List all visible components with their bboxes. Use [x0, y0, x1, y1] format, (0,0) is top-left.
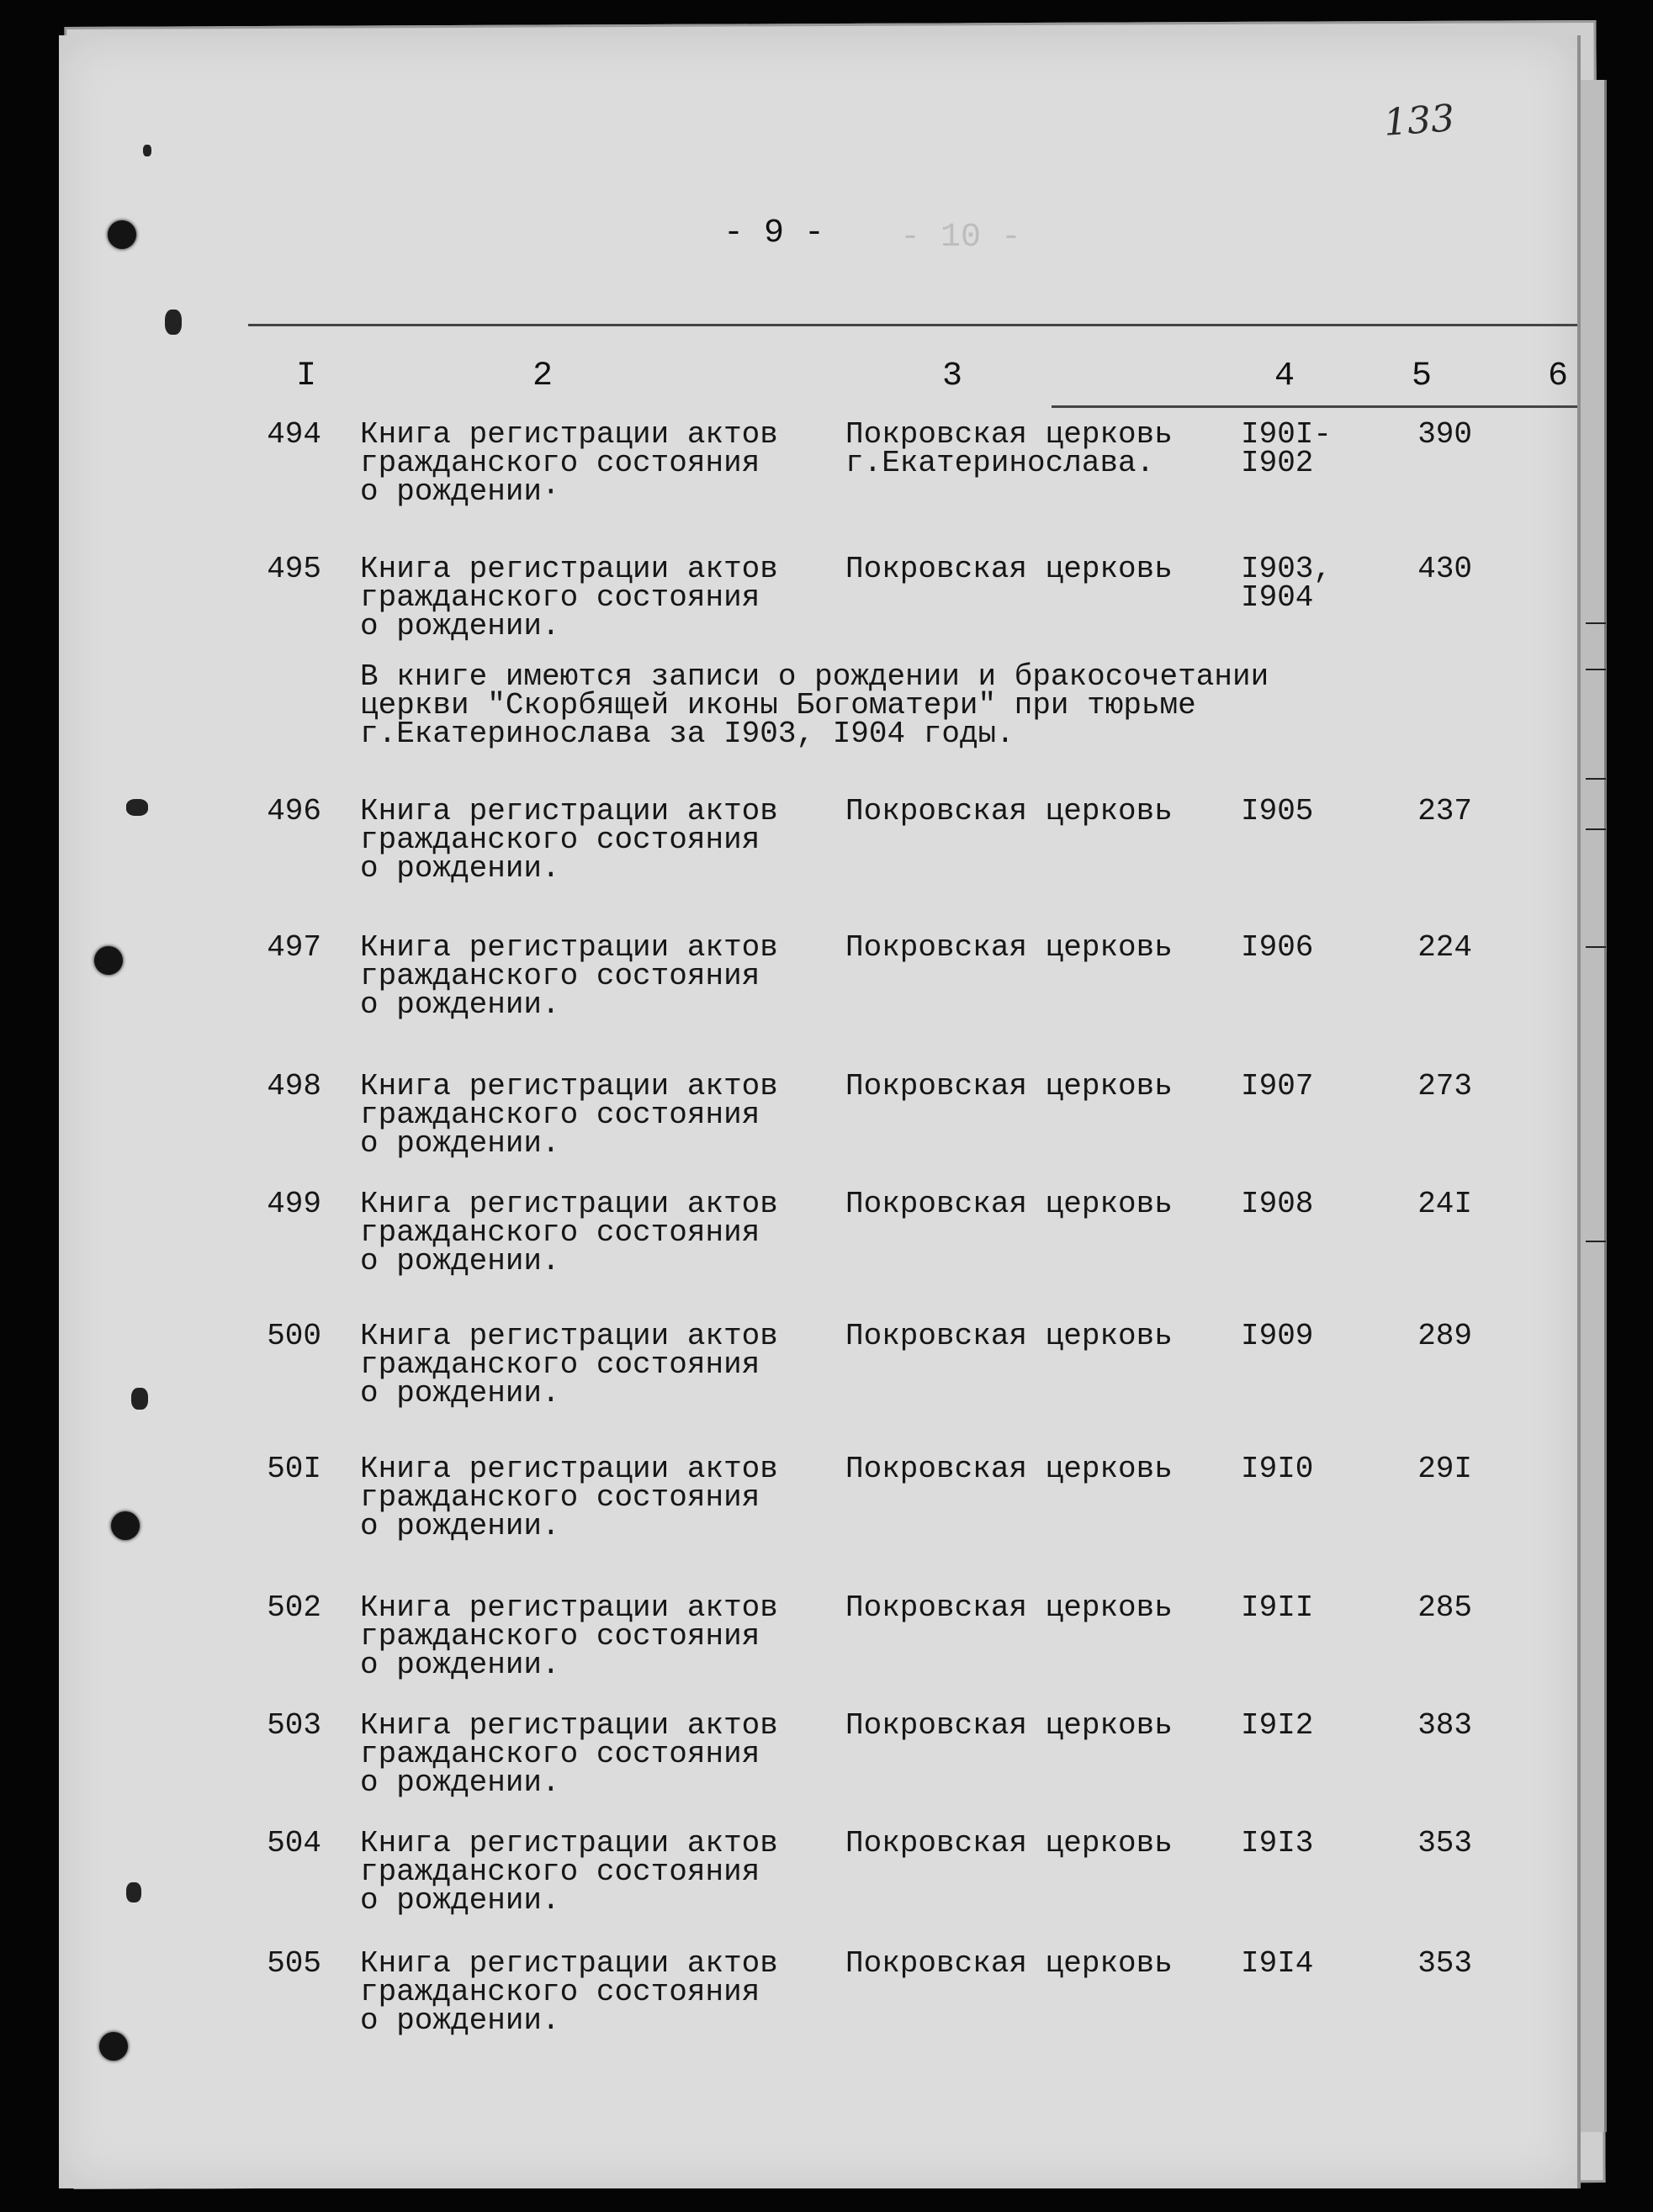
entry-years-line: I9I4	[1241, 1946, 1314, 1981]
entry-number	[252, 1069, 321, 1103]
folio-number: 133	[1382, 97, 1456, 145]
entry-number-line: 494	[267, 417, 321, 452]
entry-church-line: Покровская церковь	[845, 1452, 1173, 1486]
entry-years-line: I904	[1241, 580, 1314, 615]
entry-title-line: о рождении.	[360, 1509, 560, 1543]
entry-number	[252, 794, 321, 828]
entry-title-line: Книга регистрации актов	[360, 1069, 778, 1103]
entry-church-line: Покровская церковь	[845, 1319, 1173, 1353]
entry-count-line: 383	[1417, 1708, 1472, 1743]
entry-church-line: Покровская церковь	[845, 1826, 1173, 1860]
entry-years	[1241, 1946, 1333, 1981]
entry-title-line: гражданского состояния	[360, 1855, 760, 1889]
entry-title-line: гражданского состояния	[360, 1098, 760, 1132]
entry-church-line: Покровская церковь	[845, 1069, 1173, 1103]
entry-church	[845, 1708, 1173, 1743]
entry-number	[252, 1319, 321, 1353]
entry-church	[845, 552, 1173, 586]
ink-blot	[126, 1882, 141, 1902]
entry-years	[1241, 794, 1333, 828]
entry-title-line: о рождении·	[360, 474, 560, 509]
entry-count-line: 237	[1417, 794, 1472, 828]
stacked-page-edges	[1577, 80, 1607, 2132]
entry-church-line: Покровская церковь	[845, 794, 1173, 828]
binding-hole	[99, 2032, 128, 2061]
entry-title	[360, 1590, 778, 1682]
column-header-3: 3	[942, 357, 963, 395]
entry-years-line: I9I0	[1241, 1452, 1314, 1486]
entry-count	[1371, 930, 1472, 965]
table-header-rule	[1052, 405, 1577, 408]
entry-church-line: Покровская церковь	[845, 1187, 1173, 1221]
entry-church-line: Покровская церковь	[845, 1590, 1173, 1625]
entry-church-line: Покровская церковь	[845, 930, 1173, 965]
entry-title-line: гражданского состояния	[360, 959, 760, 993]
page-number: - 9 -	[723, 214, 825, 252]
entry-years-line: I9I3	[1241, 1826, 1314, 1860]
entry-count-line: 224	[1417, 930, 1472, 965]
entry-number-line: 495	[267, 552, 321, 586]
entry-years-line: I907	[1241, 1069, 1314, 1103]
entry-years-line: I9II	[1241, 1590, 1314, 1625]
entry-church-line: Покровская церковь	[845, 417, 1173, 452]
entry-title-line: гражданского состояния	[360, 1619, 760, 1654]
entry-495-note	[360, 659, 1269, 751]
entry-count-line: 273	[1417, 1069, 1472, 1103]
entry-title-line: о рождении.	[360, 609, 560, 643]
entry-count	[1371, 1708, 1472, 1743]
entry-number	[252, 1946, 321, 1981]
entry-years-line: I905	[1241, 794, 1314, 828]
entry-title-line: о рождении.	[360, 987, 560, 1022]
entry-title-line: Книга регистрации актов	[360, 1319, 778, 1353]
entry-title-line: Книга регистрации актов	[360, 417, 778, 452]
entry-title-line: о рождении.	[360, 1244, 560, 1278]
entry-count	[1371, 1590, 1472, 1625]
entry-years	[1241, 1319, 1333, 1353]
entry-number-line: 505	[267, 1946, 321, 1981]
entry-number-line: 50I	[267, 1452, 321, 1486]
entry-title-line: гражданского состояния	[360, 1347, 760, 1382]
entry-church-line: Покровская церковь	[845, 1946, 1173, 1981]
entry-title-line: Книга регистрации актов	[360, 1452, 778, 1486]
entry-number	[252, 1826, 321, 1860]
entry-title-line: Книга регистрации актов	[360, 1826, 778, 1860]
entry-number	[252, 930, 321, 965]
entry-title-line: о рождении.	[360, 1883, 560, 1918]
entry-title	[360, 552, 778, 643]
entry-years	[1241, 417, 1333, 480]
entry-count	[1371, 1826, 1472, 1860]
entry-church	[845, 1187, 1173, 1221]
entry-title-line: Книга регистрации актов	[360, 552, 778, 586]
entry-title-line: гражданского состояния	[360, 580, 760, 615]
entry-count-line: 353	[1417, 1826, 1472, 1860]
entry-count	[1371, 1069, 1472, 1103]
entry-title-line: Книга регистрации актов	[360, 930, 778, 965]
entry-title-line: о рождении.	[360, 1765, 560, 1800]
entry-years-line: I902	[1241, 446, 1314, 480]
entry-number	[252, 1708, 321, 1743]
entry-number-line: 503	[267, 1708, 321, 1743]
entry-title	[360, 1946, 778, 2038]
entry-title-line: о рождении.	[360, 2003, 560, 2038]
entry-church	[845, 417, 1173, 480]
binding-hole	[108, 220, 136, 249]
note-line: В книге имеются записи о рождении и бракосочетании	[360, 659, 1269, 694]
entry-church-line: г.Екатеринослава.	[845, 446, 1155, 480]
entry-title-line: гражданского состояния	[360, 1975, 760, 2009]
ink-blot	[131, 1388, 148, 1410]
entry-church	[845, 930, 1173, 965]
column-header-4: 4	[1274, 357, 1295, 395]
entry-years	[1241, 1187, 1333, 1221]
entry-church	[845, 794, 1173, 828]
binding-hole	[111, 1511, 140, 1540]
entry-church	[845, 1826, 1173, 1860]
entry-number-line: 498	[267, 1069, 321, 1103]
entry-title-line: гражданского состояния	[360, 1215, 760, 1250]
entry-church	[845, 1946, 1173, 1981]
column-header-2: 2	[532, 357, 554, 395]
entry-title-line: о рождении.	[360, 1648, 560, 1682]
entry-years	[1241, 1069, 1333, 1103]
column-header-1: I	[296, 357, 317, 395]
entry-number-line: 504	[267, 1826, 321, 1860]
entry-years	[1241, 1708, 1333, 1743]
entry-title-line: о рождении.	[360, 1376, 560, 1410]
entry-number-line: 500	[267, 1319, 321, 1353]
entry-church-line: Покровская церковь	[845, 1708, 1173, 1743]
entry-title-line: о рождении.	[360, 851, 560, 886]
entry-years-line: I9I2	[1241, 1708, 1314, 1743]
entry-church	[845, 1452, 1173, 1486]
entry-title	[360, 1319, 778, 1410]
entry-count-line: 24I	[1417, 1187, 1472, 1221]
entry-years-line: I90I-	[1241, 417, 1332, 452]
entry-count-line: 430	[1417, 552, 1472, 586]
bleed-through-page-number: - 10 -	[900, 219, 1022, 257]
entry-count	[1371, 794, 1472, 828]
entry-number-line: 496	[267, 794, 321, 828]
entry-number-line: 497	[267, 930, 321, 965]
entry-title	[360, 1187, 778, 1278]
entry-count	[1371, 1187, 1472, 1221]
entry-title-line: Книга регистрации актов	[360, 1946, 778, 1981]
entry-title	[360, 1826, 778, 1918]
entry-title-line: гражданского состояния	[360, 1480, 760, 1515]
entry-title-line: о рождении.	[360, 1126, 560, 1161]
entry-title	[360, 794, 778, 886]
entry-number-line: 502	[267, 1590, 321, 1625]
entry-title-line: гражданского состояния	[360, 446, 760, 480]
ink-blot	[126, 799, 148, 816]
entry-count-line: 390	[1417, 417, 1472, 452]
entry-title-line: Книга регистрации актов	[360, 1187, 778, 1221]
entry-years	[1241, 930, 1333, 965]
entry-count-line: 353	[1417, 1946, 1472, 1981]
ink-blot	[165, 310, 182, 335]
entry-count	[1371, 1946, 1472, 1981]
entry-title-line: гражданского состояния	[360, 1737, 760, 1771]
ink-blot	[143, 145, 151, 156]
entry-count-line: 29I	[1417, 1452, 1472, 1486]
entry-number	[252, 1590, 321, 1625]
entry-count	[1371, 1452, 1472, 1486]
entry-title	[360, 1708, 778, 1800]
entry-years-line: I903,	[1241, 552, 1332, 586]
entry-years-line: I909	[1241, 1319, 1314, 1353]
entry-count-line: 285	[1417, 1590, 1472, 1625]
entry-years	[1241, 1452, 1333, 1486]
entry-title	[360, 1069, 778, 1161]
entry-title	[360, 930, 778, 1022]
entry-title	[360, 1452, 778, 1543]
entry-count	[1371, 1319, 1472, 1353]
entry-title-line: Книга регистрации актов	[360, 1708, 778, 1743]
entry-years	[1241, 1826, 1333, 1860]
entry-number-line: 499	[267, 1187, 321, 1221]
entry-church-line: Покровская церковь	[845, 552, 1173, 586]
table-top-rule	[248, 324, 1577, 326]
entry-church	[845, 1069, 1173, 1103]
entry-number	[252, 417, 321, 452]
entry-title-line: Книга регистрации актов	[360, 1590, 778, 1625]
entry-years	[1241, 1590, 1333, 1625]
entry-count	[1371, 417, 1472, 452]
entry-title-line: Книга регистрации актов	[360, 794, 778, 828]
column-header-5: 5	[1412, 357, 1433, 395]
note-line: церкви "Скорбящей иконы Богоматери" при тюрьме	[360, 688, 1196, 722]
note-line: г.Екатеринослава за I903, I904 годы.	[360, 717, 1015, 751]
entry-years-line: I908	[1241, 1187, 1314, 1221]
entry-number	[252, 552, 321, 586]
entry-title	[360, 417, 778, 509]
document-page	[59, 35, 1581, 2188]
entry-church	[845, 1590, 1173, 1625]
entry-number	[252, 1187, 321, 1221]
entry-years	[1241, 552, 1333, 615]
entry-count	[1371, 552, 1472, 586]
entry-number	[252, 1452, 321, 1486]
column-header-6: 6	[1548, 357, 1569, 395]
entry-count-line: 289	[1417, 1319, 1472, 1353]
binding-hole	[94, 946, 123, 975]
entry-title-line: гражданского состояния	[360, 823, 760, 857]
entry-years-line: I906	[1241, 930, 1314, 965]
entry-church	[845, 1319, 1173, 1353]
